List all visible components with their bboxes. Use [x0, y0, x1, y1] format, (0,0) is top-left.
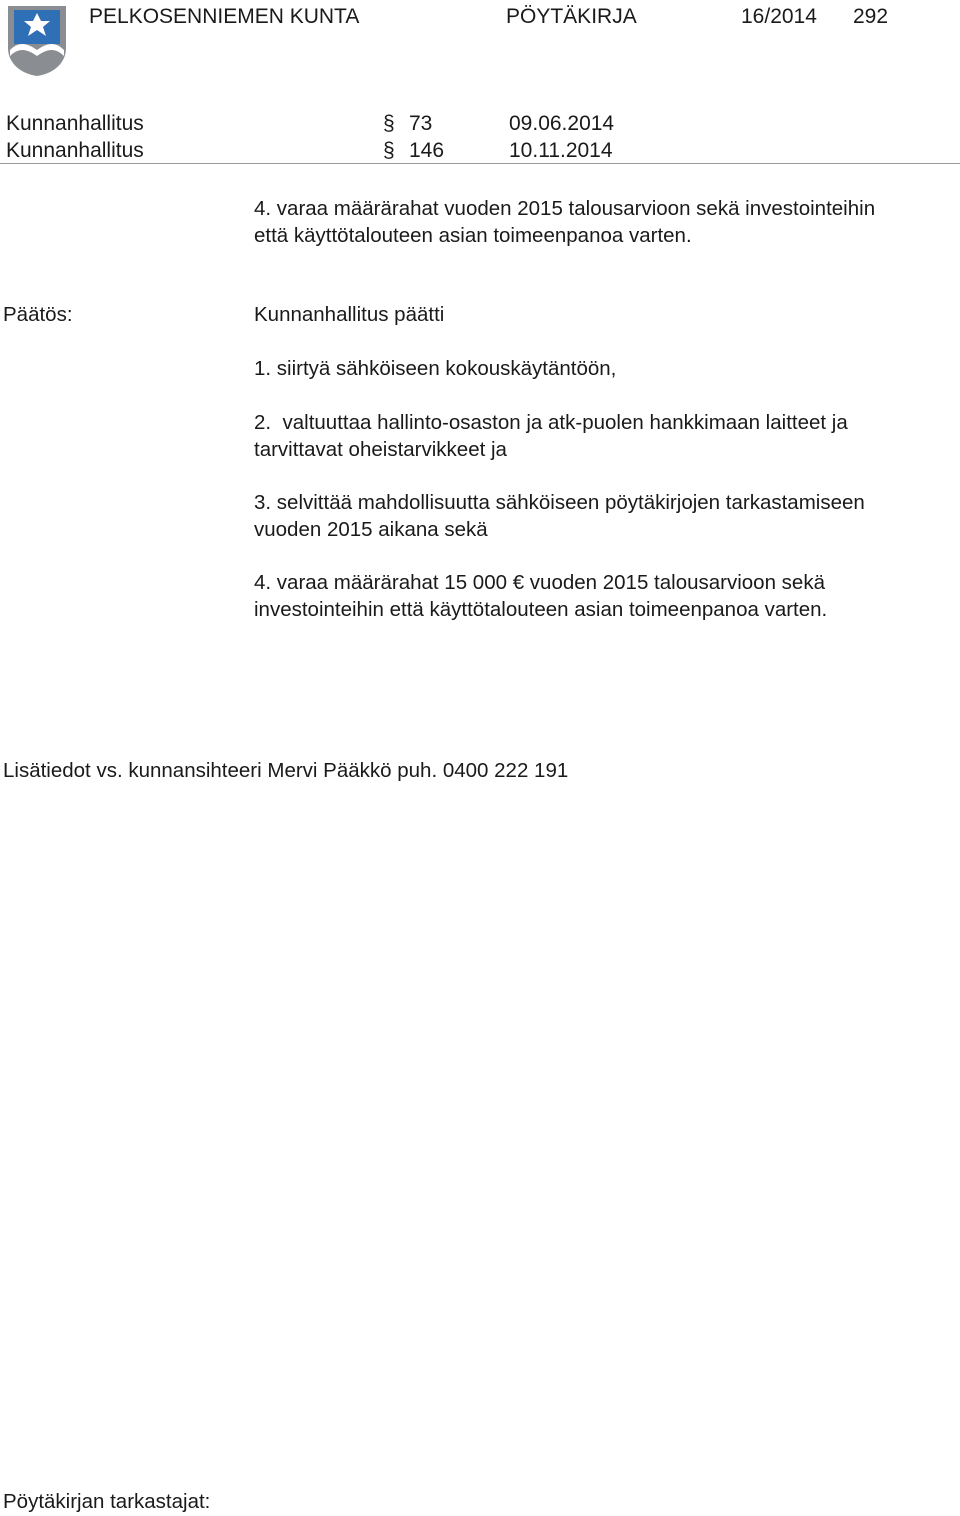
decision-item-line: 4. varaa määrärahat 15 000 € vuoden 2015 talousarvioon sekä	[254, 571, 825, 594]
meta-date: 10.11.2014	[509, 139, 613, 162]
municipality-coat-of-arms-icon	[6, 4, 68, 78]
decision-item-line: 1. siirtyä sähköiseen kokouskäytäntöön,	[254, 357, 617, 380]
meta-date: 09.06.2014	[509, 112, 615, 135]
decision-label: Päätös:	[3, 303, 73, 326]
decision-item	[254, 355, 954, 382]
header-issue: 16/2014	[741, 5, 817, 28]
decision-item-line: 2. valtuuttaa hallinto-osaston ja atk-puolen hankkimaan laitteet ja	[254, 411, 848, 434]
header-municipality: PELKOSENNIEMEN KUNTA	[89, 5, 360, 28]
meta-body: Kunnanhallitus	[6, 112, 144, 135]
header-doc-type: PÖYTÄKIRJA	[506, 5, 637, 28]
intro-line: että käyttötalouteen asian toimeenpanoa varten.	[254, 224, 692, 247]
header-divider	[0, 163, 960, 164]
decision-item	[254, 489, 954, 543]
decision-item-line: investointeihin että käyttötalouteen asian toimeenpanoa varten.	[254, 598, 828, 621]
intro-line: 4. varaa määrärahat vuoden 2015 talousarvioon sekä investointeihin	[254, 197, 876, 220]
section-sign: §	[383, 139, 395, 162]
meta-section	[383, 137, 444, 164]
contact-info: Lisätiedot vs. kunnansihteeri Mervi Pääkkö puh. 0400 222 191	[3, 759, 569, 782]
section-number: 73	[409, 112, 433, 135]
decision-item	[254, 569, 954, 623]
meta-body: Kunnanhallitus	[6, 139, 144, 162]
decision-item-line: 3. selvittää mahdollisuutta sähköiseen pöytäkirjojen tarkastamiseen	[254, 491, 865, 514]
header-page-number: 292	[853, 5, 889, 28]
meta-section	[383, 110, 432, 137]
reviewers-label: Pöytäkirjan tarkastajat:	[3, 1490, 211, 1513]
decision-item-line: vuoden 2015 aikana sekä	[254, 518, 488, 541]
intro-paragraph	[254, 195, 954, 249]
decision-item	[254, 409, 954, 463]
section-sign: §	[383, 112, 395, 135]
section-number: 146	[409, 139, 445, 162]
decision-item-line: tarvittavat oheistarvikkeet ja	[254, 438, 507, 461]
decision-lead: Kunnanhallitus päätti	[254, 303, 445, 326]
